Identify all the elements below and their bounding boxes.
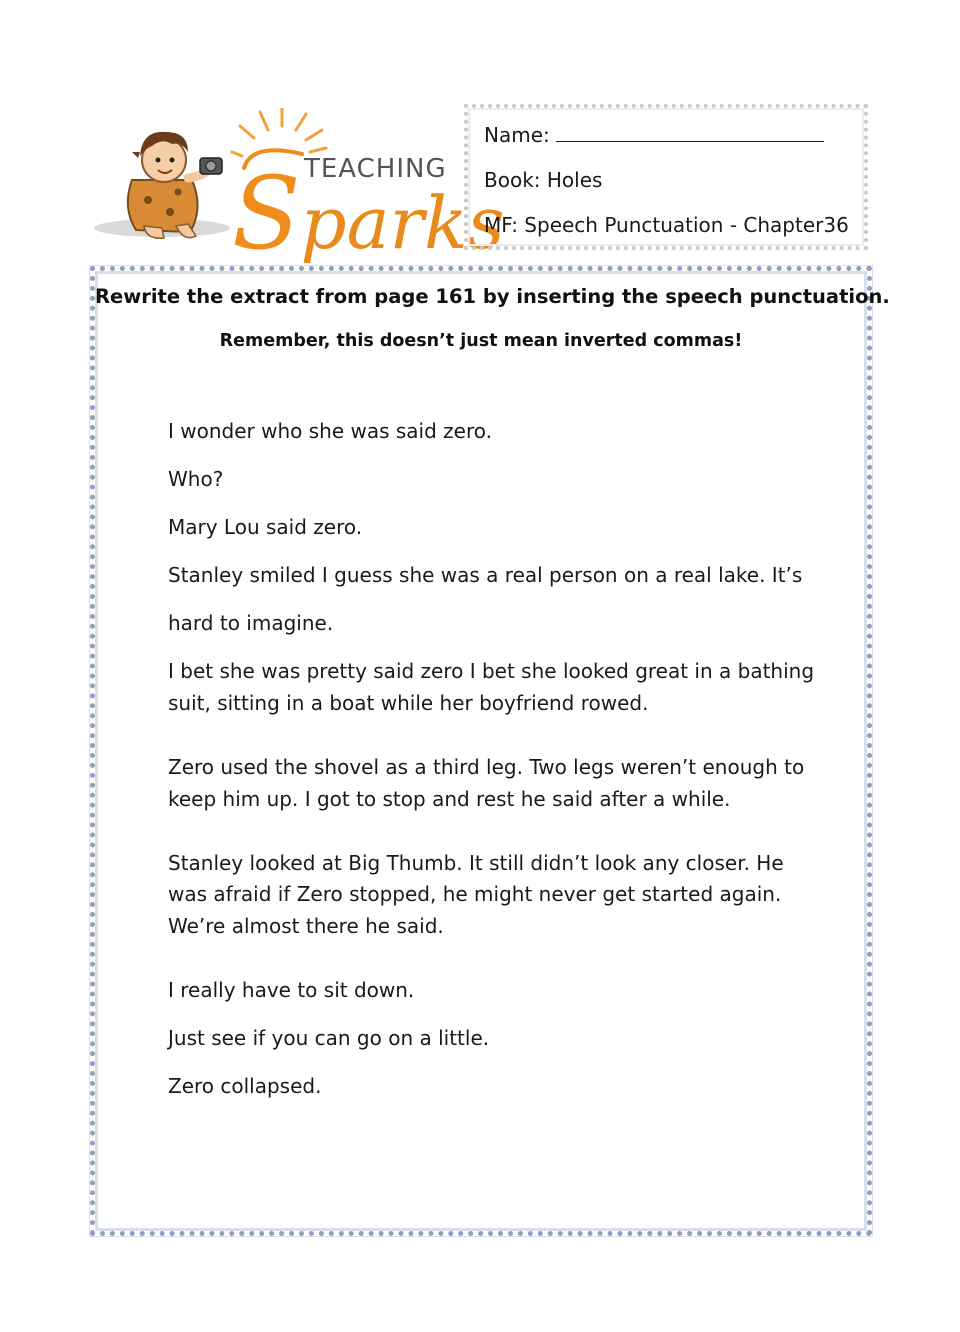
extract-line: was afraid if Zero stopped, he might never get started again. [168,882,782,906]
extract-line: We’re almost there he said. [168,914,444,938]
name-label: Name: [484,123,550,147]
logo-sparks-cap: S [232,155,301,272]
extract-line: I bet she was pretty said zero I bet she looked great in a bathing [168,659,815,683]
instruction-secondary: Remember, this doesn’t just mean inverted commas! [219,331,743,351]
extract-line: Stanley looked at Big Thumb. It still didn’t look any closer. He [168,851,784,875]
logo-sparks-rest: parks [300,181,505,265]
teaching-sparks-logo [92,108,505,272]
extract-line: Zero collapsed. [168,1074,322,1098]
extract-line: hard to imagine. [168,611,334,635]
student-info-box [464,104,868,250]
instruction-primary: Rewrite the extract from page 161 by inserting the speech punctuation. [95,285,890,308]
worksheet-box [90,266,890,1236]
book-line: Book: Holes [484,168,603,192]
extract-line: suit, sitting in a boat while her boyfriend rowed. [168,691,649,715]
mf-line: MF: Speech Punctuation - Chapter36 [484,213,849,237]
extract-line: Who? [168,467,224,491]
extract-line: Mary Lou said zero. [168,515,363,539]
logo-teaching-text: TEACHING [304,154,447,184]
name-blank-line[interactable] [556,121,824,142]
extract-line: Stanley smiled I guess she was a real person on a real lake. It’s [168,563,803,587]
extract-line: I wonder who she was said zero. [168,419,492,443]
extract-line: Just see if you can go on a little. [168,1026,490,1050]
extract-line: Zero used the shovel as a third leg. Two legs weren’t enough to [168,755,805,779]
extract-line: I really have to sit down. [168,978,415,1002]
name-row [484,120,864,165]
extract-line: keep him up. I got to stop and rest he said after a while. [168,787,731,811]
